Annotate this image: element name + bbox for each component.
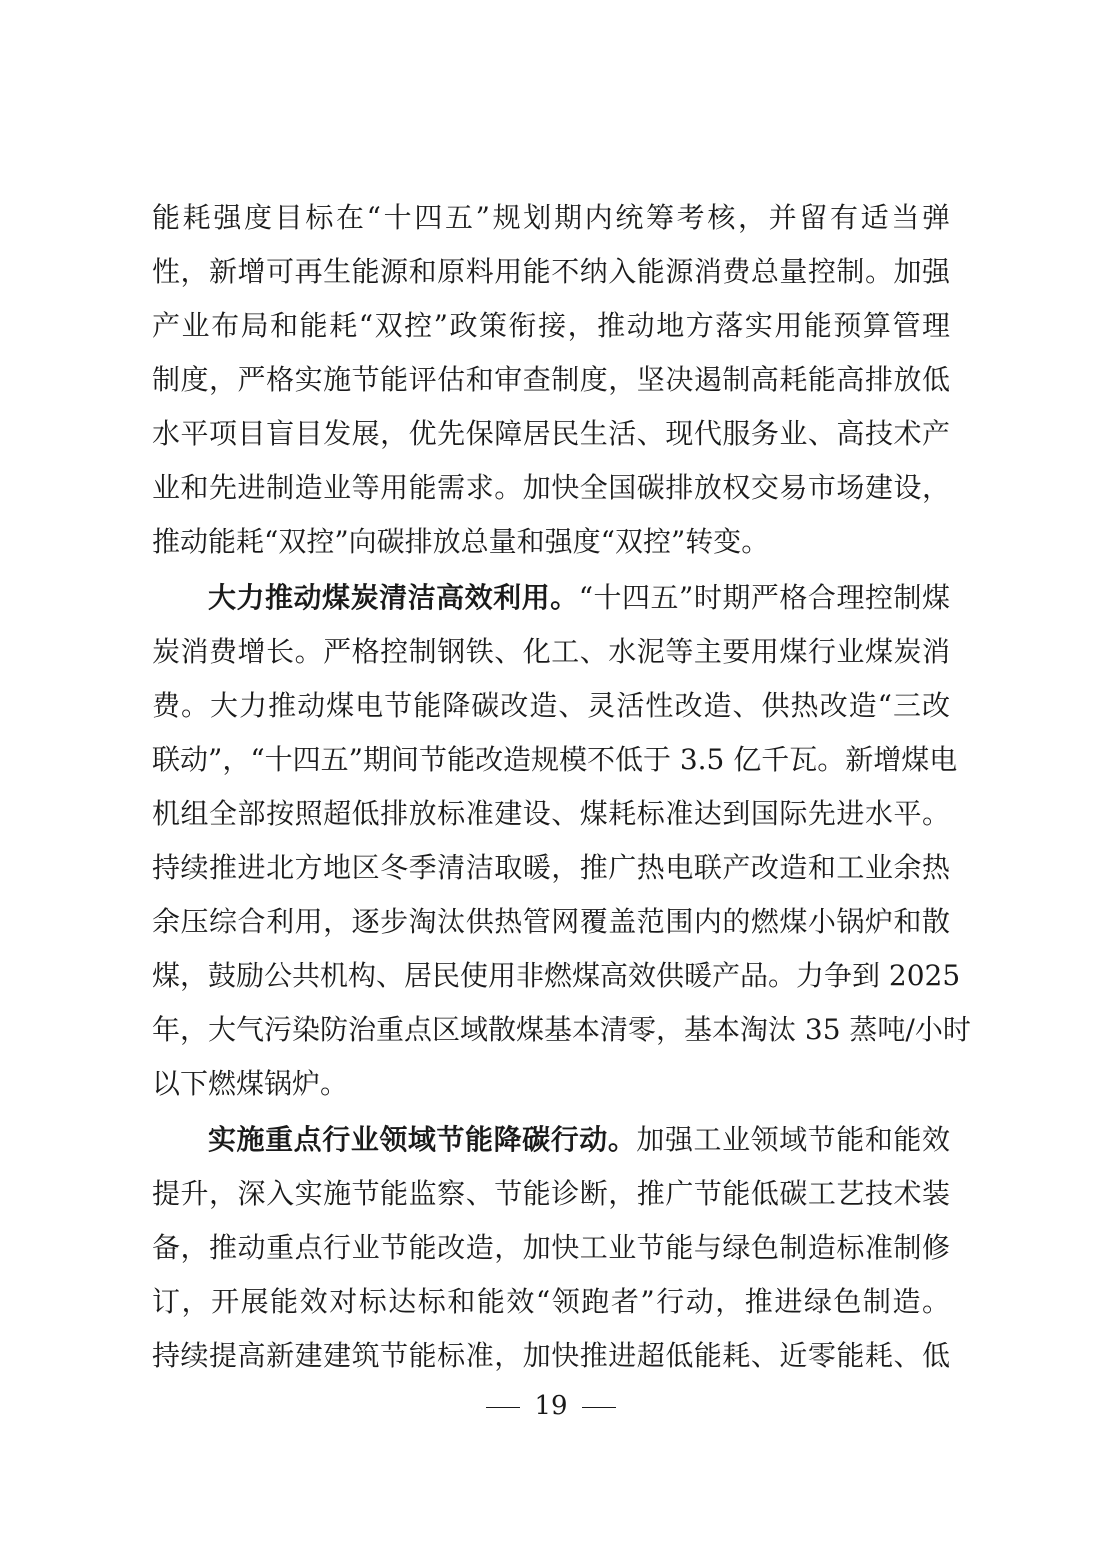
text-line: 产业布局和能耗“双控”政策衔接，推动地方落实用能预算管理 [152,309,950,342]
text-line: 制度，严格实施节能评估和审查制度，坚决遏制高耗能高排放低 [152,363,950,396]
footer-dash-left [486,1407,520,1408]
text-line: 年，大气污染防治重点区域散煤基本清零，基本淘汰 35 蒸吨/小时 [152,1013,971,1046]
text-line: 推动能耗“双控”向碳排放总量和强度“双控”转变。 [152,525,770,558]
text-line: 持续提高新建建筑节能标准，加快推进超低能耗、近零能耗、低 [152,1339,950,1372]
paragraph-heading: 大力推动煤炭清洁高效利用。 [208,581,579,614]
text-line: 水平项目盲目发展，优先保障居民生活、现代服务业、高技术产 [152,417,950,450]
footer-dash-right [582,1407,616,1408]
text-line: 余压综合利用，逐步淘汰供热管网覆盖范围内的燃煤小锅炉和散 [152,905,950,938]
text-line: 炭消费增长。严格控制钢铁、化工、水泥等主要用煤行业煤炭消 [152,635,950,668]
text-line: 提升，深入实施节能监察、节能诊断，推广节能低碳工艺技术装 [152,1177,950,1210]
text-line: 持续推进北方地区冬季清洁取暖，推广热电联产改造和工业余热 [152,851,950,884]
paragraph-heading-line: 实施重点行业领域节能降碳行动。加强工业领域节能和能效 [208,1123,950,1156]
text-line: 费。大力推动煤电节能降碳改造、灵活性改造、供热改造“三改 [152,689,950,722]
paragraph-heading: 实施重点行业领域节能降碳行动。 [208,1123,637,1156]
text-line: 订，开展能效对标达标和能效“领跑者”行动，推进绿色制造。 [152,1285,950,1318]
page-footer [0,1386,1102,1426]
paragraph-heading-line: 大力推动煤炭清洁高效利用。“十四五”时期严格合理控制煤 [208,581,950,614]
text-line: 煤，鼓励公共机构、居民使用非燃煤高效供暖产品。力争到 2025 [152,959,961,992]
text-line: 能耗强度目标在“十四五”规划期内统筹考核，并留有适当弹 [152,201,950,234]
text-line: 联动”，“十四五”期间节能改造规模不低于 3.5 亿千瓦。新增煤电 [152,743,958,776]
text-line: 业和先进制造业等用能需求。加快全国碳排放权交易市场建设， [152,471,950,504]
text-line: 备，推动重点行业节能改造，加快工业节能与绿色制造标准制修 [152,1231,950,1264]
text-line: 以下燃煤锅炉。 [152,1067,349,1100]
text-line: 性，新增可再生能源和原料用能不纳入能源消费总量控制。加强 [152,255,950,288]
page-number: 19 [534,1391,568,1421]
text-line: 机组全部按照超低排放标准建设、煤耗标准达到国际先进水平。 [152,797,950,830]
